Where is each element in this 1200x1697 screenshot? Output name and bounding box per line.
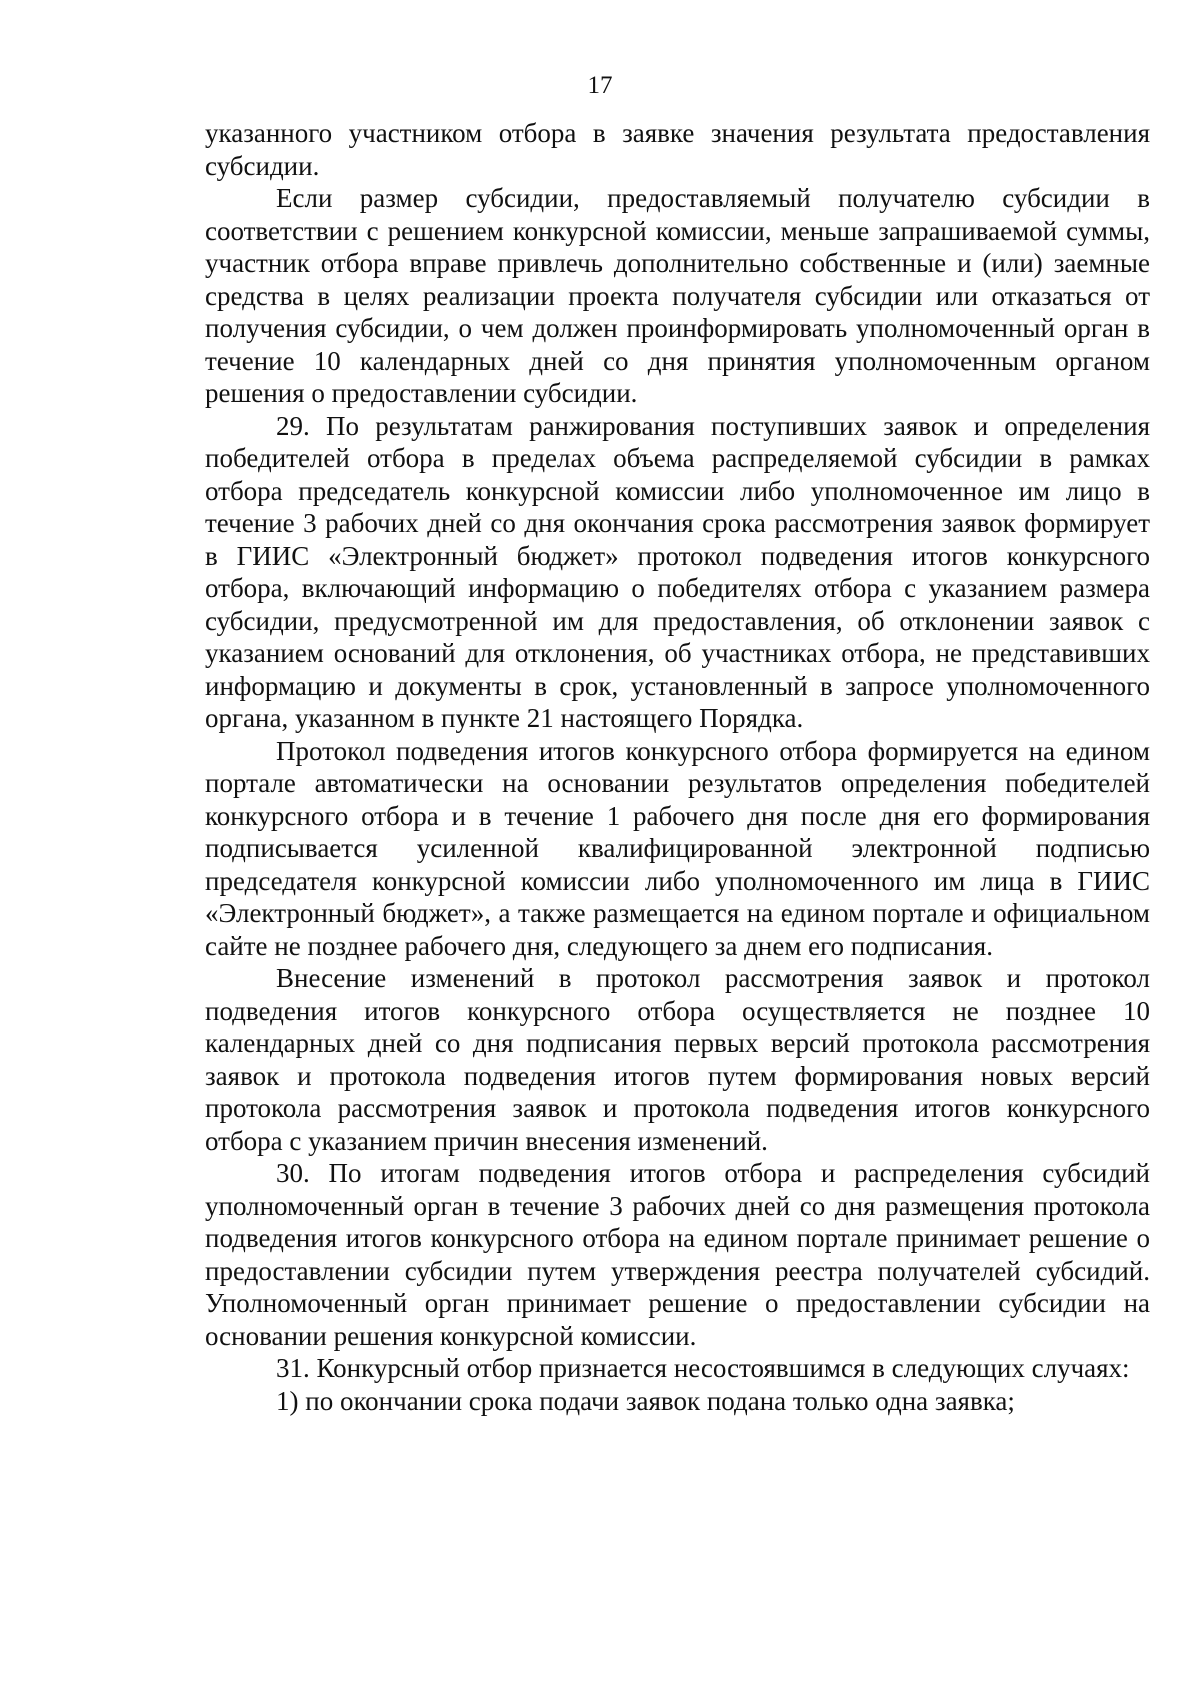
paragraph-continuation: указанного участником отбора в заявке значения результата предоставления субсидии. [205,118,1150,181]
paragraph-item-31-case-1: 1) по окончании срока подачи заявок подана только одна заявка; [276,1385,1015,1416]
document-body [205,117,1150,1417]
paragraph-item-31: 31. Конкурсный отбор признается несостоявшимся в следующих случаях: [276,1353,1130,1383]
paragraph-protocol-formation: Протокол подведения итогов конкурсного отбора формируется на едином портале автоматически на основании результатов определения победителей конкурсного отбора и в течение 1 рабочего дня после дня его формирования подписывается усиленной квалифицированной электронной подписью председателя конкурсной комиссии либо уполномоченного им лица в ГИИС «Электронный бюджет», а также размещается на едином портале и официальном сайте не позднее рабочего дня, следующего за днем его подписания. [205,735,1150,961]
paragraph-item-29: 29. По результатам ранжирования поступивших заявок и определения победителей отбора в пределах объема распределяемой субсидии в рамках отбора председатель конкурсной комиссии либо уполномоченное им лицо в течение 3 рабочих дней со дня окончания срока рассмотрения заявок формирует в ГИИС «Электронный бюджет» протокол подведения итогов конкурсного отбора, включающий информацию о победителях отбора с указанием размера субсидии, предусмотренной им для предоставления, об отклонении заявок с указанием оснований для отклонения, об участниках отбора, не представивших информацию и документы в срок, установленный в запросе уполномоченного органа, указанном в пункте 21 настоящего Порядка. [205,410,1150,733]
paragraph-subsidy-amount: Если размер субсидии, предоставляемый получателю субсидии в соответствии с решением конкурсной комиссии, меньше запрашиваемой суммы, участник отбора вправе привлечь дополнительно собственные и (или) заемные средства в целях реализации проекта получателя субсидии или отказаться от получения субсидии, о чем должен проинформировать уполномоченный орган в течение 10 календарных дней со дня принятия уполномоченным органом решения о предоставлении субсидии. [205,183,1150,408]
page-number: 17 [587,72,613,99]
paragraph-item-30: 30. По итогам подведения итогов отбора и распределения субсидий уполномоченный орган в течение 3 рабочих дней со дня размещения протокола подведения итогов конкурсного отбора на едином портале принимает решение о предоставлении субсидии путем утверждения реестра получателей субсидий. Уполномоченный орган принимает решение о предоставлении субсидии на основании решения конкурсной комиссии. [205,1158,1150,1351]
paragraph-protocol-changes: Внесение изменений в протокол рассмотрения заявок и протокол подведения итогов конкурсного отбора осуществляется не позднее 10 календарных дней со дня подписания первых версий протокола рассмотрения заявок и протокола подведения итогов путем формирования новых версий протокола рассмотрения заявок и протокола подведения итогов конкурсного отбора с указанием причин внесения изменений. [205,963,1150,1156]
